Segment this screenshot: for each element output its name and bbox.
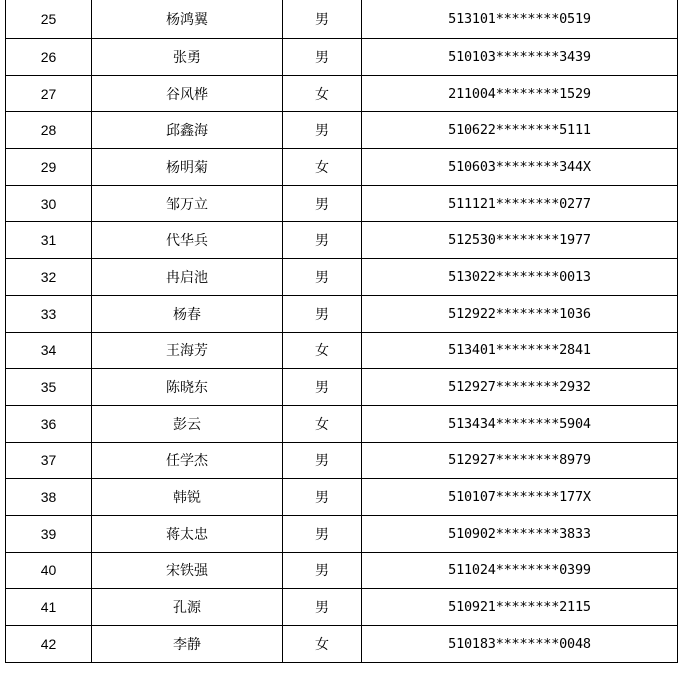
gender-cell: 男 [283, 0, 362, 39]
table-row [6, 259, 678, 296]
id-number-cell: 510107********177X [362, 479, 678, 516]
table-row [6, 185, 678, 222]
gender-cell: 女 [283, 332, 362, 369]
name-cell: 杨鸿翼 [92, 0, 283, 39]
row-number-cell: 27 [6, 75, 92, 112]
id-number-cell: 511121********0277 [362, 185, 678, 222]
table-row [6, 552, 678, 589]
row-number-cell: 34 [6, 332, 92, 369]
table-row [6, 442, 678, 479]
name-cell: 谷风桦 [92, 75, 283, 112]
name-cell: 王海芳 [92, 332, 283, 369]
table-row [6, 515, 678, 552]
name-cell: 杨春 [92, 295, 283, 332]
table-row [6, 479, 678, 516]
gender-cell: 女 [283, 405, 362, 442]
roster-table [5, 0, 678, 663]
id-number-cell: 510902********3833 [362, 515, 678, 552]
table-row [6, 0, 678, 39]
gender-cell: 男 [283, 369, 362, 406]
id-number-cell: 513022********0013 [362, 259, 678, 296]
id-number-cell: 211004********1529 [362, 75, 678, 112]
table-row [6, 589, 678, 626]
gender-cell: 男 [283, 552, 362, 589]
name-cell: 蒋太忠 [92, 515, 283, 552]
gender-cell: 男 [283, 295, 362, 332]
id-number-cell: 510622********5111 [362, 112, 678, 149]
id-number-cell: 510921********2115 [362, 589, 678, 626]
gender-cell: 女 [283, 75, 362, 112]
gender-cell: 男 [283, 442, 362, 479]
table-row [6, 75, 678, 112]
gender-cell: 男 [283, 222, 362, 259]
row-number-cell: 25 [6, 0, 92, 39]
name-cell: 韩锐 [92, 479, 283, 516]
name-cell: 代华兵 [92, 222, 283, 259]
table-row [6, 39, 678, 76]
name-cell: 孔源 [92, 589, 283, 626]
id-number-cell: 510603********344X [362, 149, 678, 186]
row-number-cell: 32 [6, 259, 92, 296]
table-row [6, 626, 678, 663]
name-cell: 任学杰 [92, 442, 283, 479]
name-cell: 张勇 [92, 39, 283, 76]
table-row [6, 295, 678, 332]
table-row [6, 112, 678, 149]
row-number-cell: 37 [6, 442, 92, 479]
id-number-cell: 513101********0519 [362, 0, 678, 39]
name-cell: 彭云 [92, 405, 283, 442]
gender-cell: 女 [283, 626, 362, 663]
row-number-cell: 26 [6, 39, 92, 76]
row-number-cell: 33 [6, 295, 92, 332]
name-cell: 冉启池 [92, 259, 283, 296]
id-number-cell: 513434********5904 [362, 405, 678, 442]
name-cell: 邱鑫海 [92, 112, 283, 149]
gender-cell: 女 [283, 149, 362, 186]
name-cell: 杨明菊 [92, 149, 283, 186]
table-row [6, 369, 678, 406]
row-number-cell: 35 [6, 369, 92, 406]
row-number-cell: 38 [6, 479, 92, 516]
table-row [6, 405, 678, 442]
row-number-cell: 42 [6, 626, 92, 663]
gender-cell: 男 [283, 112, 362, 149]
gender-cell: 男 [283, 515, 362, 552]
name-cell: 李静 [92, 626, 283, 663]
id-number-cell: 512530********1977 [362, 222, 678, 259]
row-number-cell: 29 [6, 149, 92, 186]
name-cell: 宋铁强 [92, 552, 283, 589]
table-row [6, 222, 678, 259]
roster-table-container [5, 0, 678, 663]
id-number-cell: 512927********8979 [362, 442, 678, 479]
row-number-cell: 39 [6, 515, 92, 552]
gender-cell: 男 [283, 39, 362, 76]
row-number-cell: 41 [6, 589, 92, 626]
gender-cell: 男 [283, 479, 362, 516]
table-row [6, 149, 678, 186]
id-number-cell: 512927********2932 [362, 369, 678, 406]
table-row [6, 332, 678, 369]
gender-cell: 男 [283, 589, 362, 626]
id-number-cell: 512922********1036 [362, 295, 678, 332]
gender-cell: 男 [283, 259, 362, 296]
row-number-cell: 36 [6, 405, 92, 442]
row-number-cell: 30 [6, 185, 92, 222]
name-cell: 邹万立 [92, 185, 283, 222]
id-number-cell: 511024********0399 [362, 552, 678, 589]
roster-table-body [6, 0, 678, 662]
gender-cell: 男 [283, 185, 362, 222]
name-cell: 陈晓东 [92, 369, 283, 406]
row-number-cell: 31 [6, 222, 92, 259]
id-number-cell: 510183********0048 [362, 626, 678, 663]
row-number-cell: 40 [6, 552, 92, 589]
id-number-cell: 510103********3439 [362, 39, 678, 76]
row-number-cell: 28 [6, 112, 92, 149]
id-number-cell: 513401********2841 [362, 332, 678, 369]
